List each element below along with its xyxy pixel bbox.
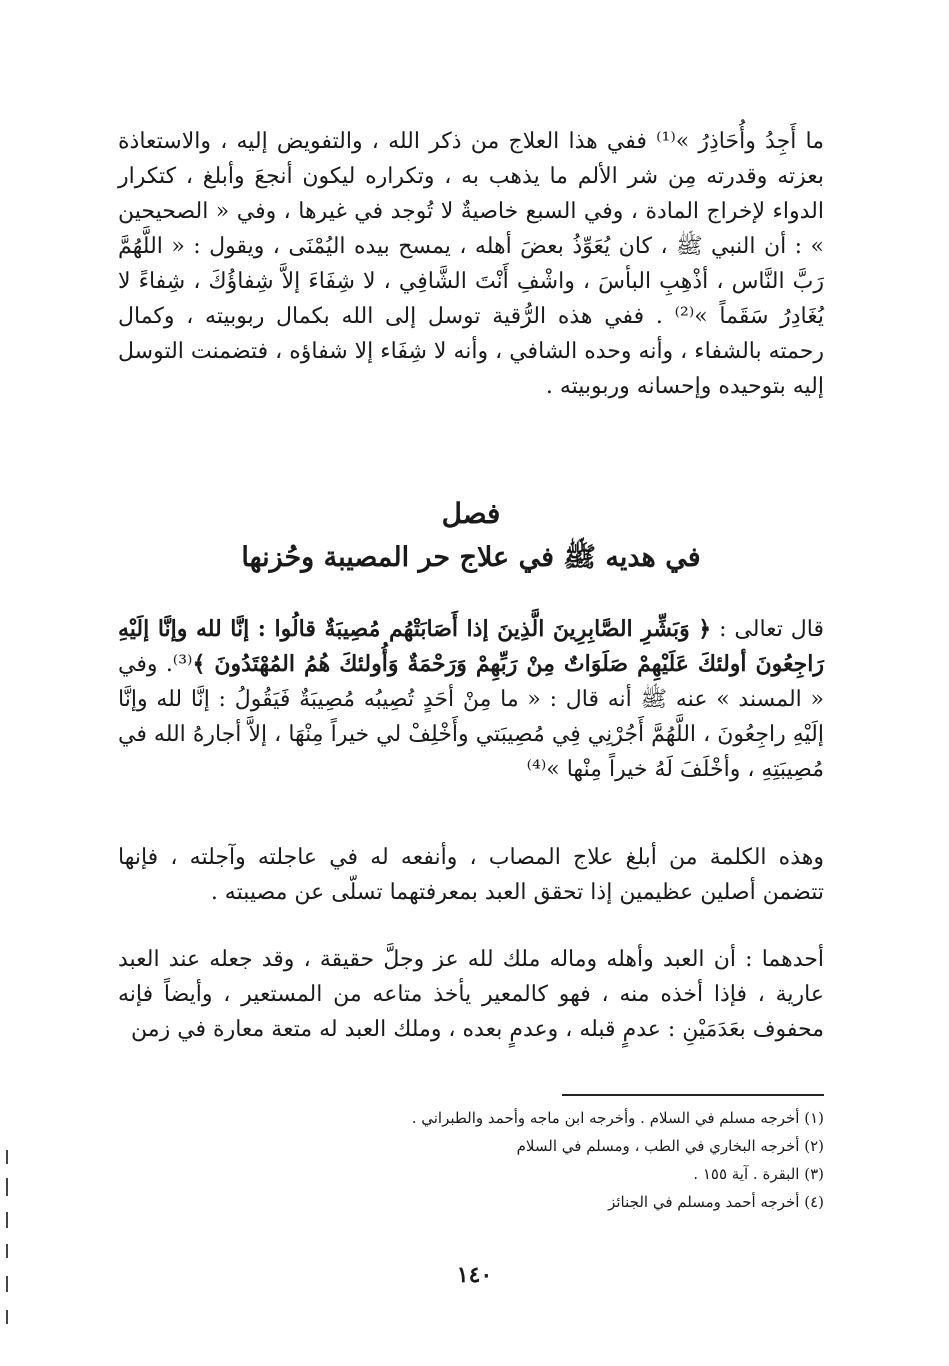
chapter-subtitle: في هديه ﷺ في علاج حر المصيبة وحُزنها (241, 542, 701, 573)
footnote-2: (٢) أخرجه البخاري في الطب ، ومسلم في السلام (516, 1137, 824, 1155)
scan-edge-mark (6, 1310, 8, 1324)
paragraph-two-text: وهذه الكلمة من أبلغ علاج المصاب ، وأنفعه له في عاجلته وآجلته ، فإنها تتضمن أصلين عظيمين إذا تحقق العبد بمعرفتهما تسلّى عن مصيبته . (118, 845, 824, 905)
quran-paragraph-text (118, 612, 824, 787)
scan-edge-mark (6, 1150, 8, 1164)
footnote-4: (٤) أخرجه أحمد ومسلم في الجنائز (608, 1193, 824, 1211)
chapter-heading (118, 492, 824, 580)
quran-lead: قال تعالى : (711, 617, 824, 642)
paragraph-three (118, 942, 824, 1047)
quran-verse: ﴿ وَبَشِّرِ الصَّابِرِينَ الَّذِينَ إذا أَصَابَتْهُم مُصِيبَةٌ قالُوا : إنَّا لله وإنَّا إلَيْهِ رَاجِعُونَ أولئكَ عَلَيْهِمْ صَلَوَاتٌ مِنْ رَبِّهِمْ وَرَحْمَةٌ وَأُولئكَ هُمُ المُهْتَدُونَ ﴾ (118, 616, 824, 677)
paragraph-three-text: أحدهما : أن العبد وأهله وماله ملك لله عز وجلَّ حقيقة ، وقد جعله عند العبد عارية ، فإذا أخذه منه ، فهو كالمعير يأخذ متاعه من المستعير ، وأيضاً فإنه محفوف بعَدَمَيْنِ : عدمٍ قبله ، وعدمٍ بعده ، وملك العبد له متعة معارة في زمن (118, 947, 824, 1042)
footnotes (118, 1104, 824, 1216)
scan-edge-mark (6, 1212, 8, 1228)
scan-edge-mark (6, 1244, 8, 1258)
footnote-1: (١) أخرجه مسلم في السلام . وأخرجه ابن ماجه وأحمد والطبراني . (411, 1109, 824, 1127)
scan-edge-mark (6, 1276, 8, 1292)
intro-paragraph (118, 124, 824, 404)
paragraph-two (118, 840, 824, 910)
footnote-3: (٣) البقرة . آية ١٥٥ . (693, 1165, 824, 1183)
intro-paragraph-text: ما أَجِدُ وأُحَاذِرُ »⁽¹⁾ ففي هذا العلاج من ذكر الله ، والتفويض إليه ، والاستعاذة بعزته وقدرته مِن شر الألم ما يذهب به ، وتكراره ليكون أنجعَ وأبلغ ، كتكرار الدواء لإخراج المادة ، وفي السبع خاصيةٌ لا تُوجد في غيرها ، وفي « الصحيحين » : أن النبي ﷺ ، كان يُعَوِّذُ بعضَ أهله ، يمسح بيده اليُمْنَى ، ويقول : « اللَّهُمَّ رَبَّ النَّاس ، أذْهِبِ البأسَ ، واشْفِ أَنْتَ الشَّافِي ، لا شِفَاءَ إلاَّ شِفاؤُكَ ، شِفاءً لا يُغَادِرُ سَقَماً »⁽²⁾ . ففي هذه الرُّقية توسل إلى الله بكمال ربوبيته ، وكمال رحمته بالشفاء ، وأنه وحده الشافي ، وأنه لا شِفَاء إلا شفاؤه ، فتضمنت التوسل إليه بتوحيده وإحسانه وربوبيته . (118, 129, 824, 399)
quran-rest: ⁽³⁾. وفي « المسند » عنه ﷺ أنه قال : « ما مِنْ أحَدٍ تُصِيبُه مُصِيبَةٌ فَيَقُولُ : إنَّا لله وإنَّا إلَيْهِ راجِعُونَ ، اللَّهُمَّ أَجُرْنِي فِي مُصِيبَتي وأَخْلِفْ لي خيراً مِنْهَا ، إلاَّ أجارهُ الله في مُصِيبَتِهِ ، وأخْلَفَ لَهُ خيراً مِنْها »⁽⁴⁾ (118, 652, 824, 782)
page-number: ١٤٠ (456, 1262, 493, 1288)
quran-paragraph (118, 612, 824, 787)
footnote-divider (562, 1094, 824, 1096)
scan-edge-mark (6, 1178, 8, 1196)
chapter-title: فصل (441, 497, 501, 530)
